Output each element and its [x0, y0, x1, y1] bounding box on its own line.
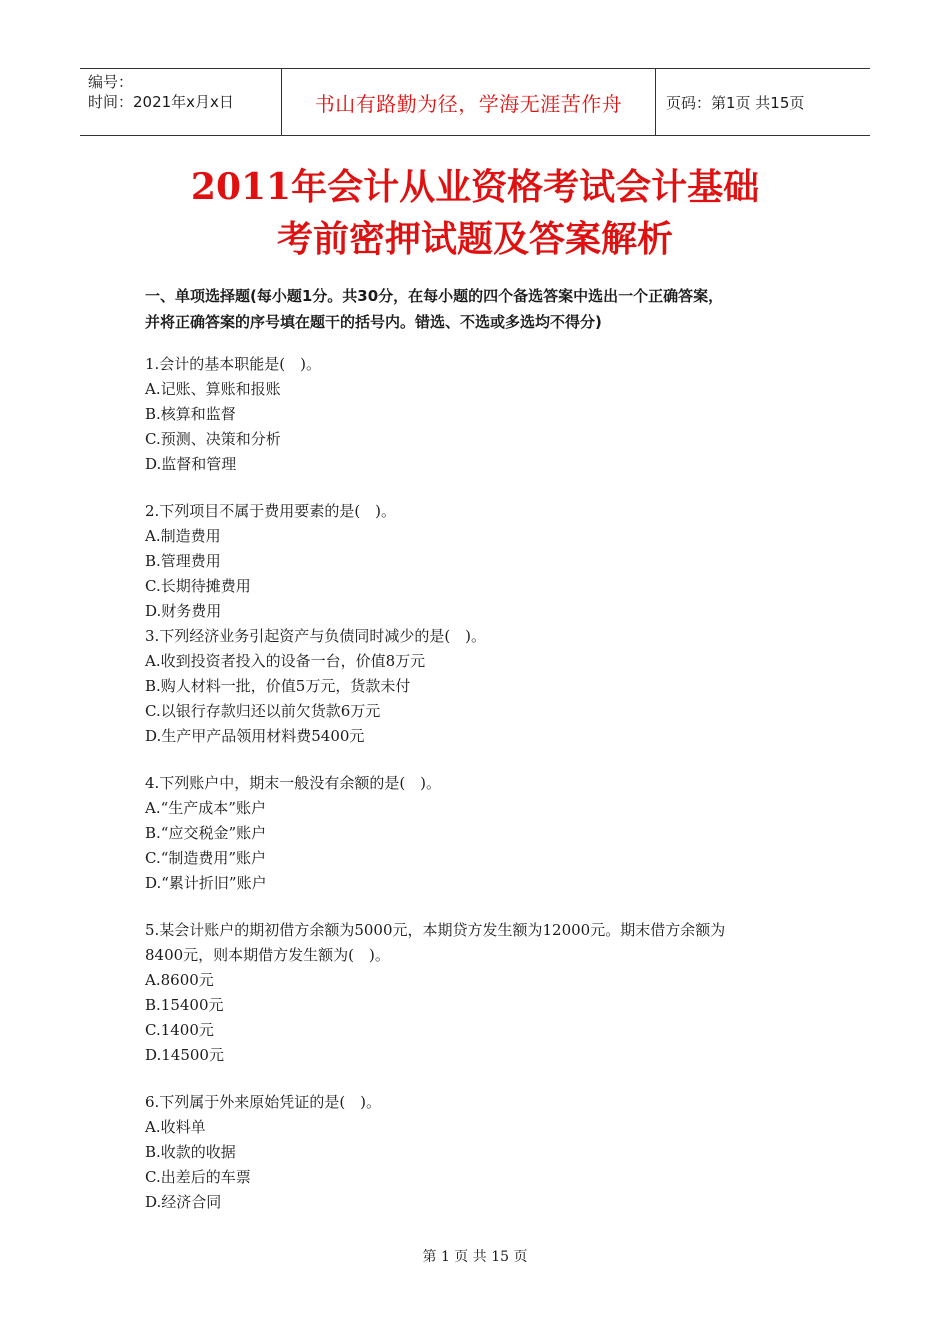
option-a: A.收料单	[145, 1118, 206, 1136]
question-stem: 1.会计的基本职能是( )。	[145, 355, 322, 373]
question-stem: 6.下列属于外来原始凭证的是( )。	[145, 1093, 382, 1111]
option-c: C.“制造费用”账户	[145, 849, 267, 867]
option-a: A.8600元	[145, 971, 214, 989]
option-a: A.记账、算账和报账	[145, 380, 281, 398]
option-d: D.“累计折旧”账户	[145, 874, 267, 892]
option-b: B.15400元	[145, 996, 224, 1014]
question-list	[145, 352, 805, 1215]
question-stem: 5.某会计账户的期初借方余额为5000元，本期贷方发生额为12000元。期末借方余额为	[145, 921, 726, 939]
option-c: C.预测、决策和分析	[145, 430, 281, 448]
option-d: D.经济合同	[145, 1193, 222, 1211]
option-b: B.收款的收据	[145, 1143, 236, 1161]
section-heading	[145, 283, 805, 335]
question-3	[145, 624, 805, 749]
motto-text: 书山有路勤为径，学海无涯苦作舟	[314, 91, 623, 116]
option-a: A.“生产成本”账户	[145, 799, 266, 817]
document-title-line1: 2011年会计从业资格考试会计基础	[190, 166, 760, 208]
option-d: D.14500元	[145, 1046, 224, 1064]
option-c: C.1400元	[145, 1021, 214, 1039]
section-heading-line: 一、单项选择题(每小题1分。共30分，在每小题的四个备选答案中选出一个正确答案，	[145, 287, 724, 305]
option-a: A.收到投资者投入的设备一台，价值8万元	[145, 652, 426, 670]
option-b: B.核算和监督	[145, 405, 236, 423]
page-footer: 第 1 页 共 15 页	[422, 1249, 528, 1265]
page-info: 页码：第1页 共15页	[666, 93, 805, 112]
section-heading-line: 并将正确答案的序号填在题干的括号内。错选、不选或多选均不得分)	[145, 313, 602, 331]
option-b: B.管理费用	[145, 552, 221, 570]
option-b: B.购人材料一批，价值5万元，货款未付	[145, 677, 411, 695]
option-d: D.生产甲产品领用材料费5400元	[145, 727, 365, 745]
header-meta-cell	[80, 69, 282, 135]
header-page-cell	[656, 69, 870, 135]
question-stem: 4.下列账户中，期末一般没有余额的是( )。	[145, 774, 442, 792]
question-1	[145, 352, 805, 477]
header-motto-cell	[282, 69, 656, 135]
question-stem: 3.下列经济业务引起资产与负债同时减少的是( )。	[145, 627, 487, 645]
option-c: C.长期待摊费用	[145, 577, 251, 595]
option-d: D.财务费用	[145, 602, 222, 620]
question-2	[145, 499, 805, 624]
question-4	[145, 771, 805, 896]
document-date: 时间：2021年x月x日	[88, 93, 234, 111]
document-title-line2: 考前密押试题及答案解析	[276, 218, 673, 260]
option-a: A.制造费用	[145, 527, 221, 545]
option-b: B.“应交税金”账户	[145, 824, 267, 842]
header-table	[80, 68, 870, 136]
question-stem: 2.下列项目不属于费用要素的是( )。	[145, 502, 397, 520]
document-number: 编号：	[88, 73, 134, 91]
option-d: D.监督和管理	[145, 455, 237, 473]
option-c: C.出差后的车票	[145, 1168, 251, 1186]
question-5	[145, 918, 805, 1068]
option-c: C.以银行存款归还以前欠货款6万元	[145, 702, 381, 720]
question-stem: 8400元，则本期借方发生额为( )。	[145, 946, 390, 964]
question-6	[145, 1090, 805, 1215]
